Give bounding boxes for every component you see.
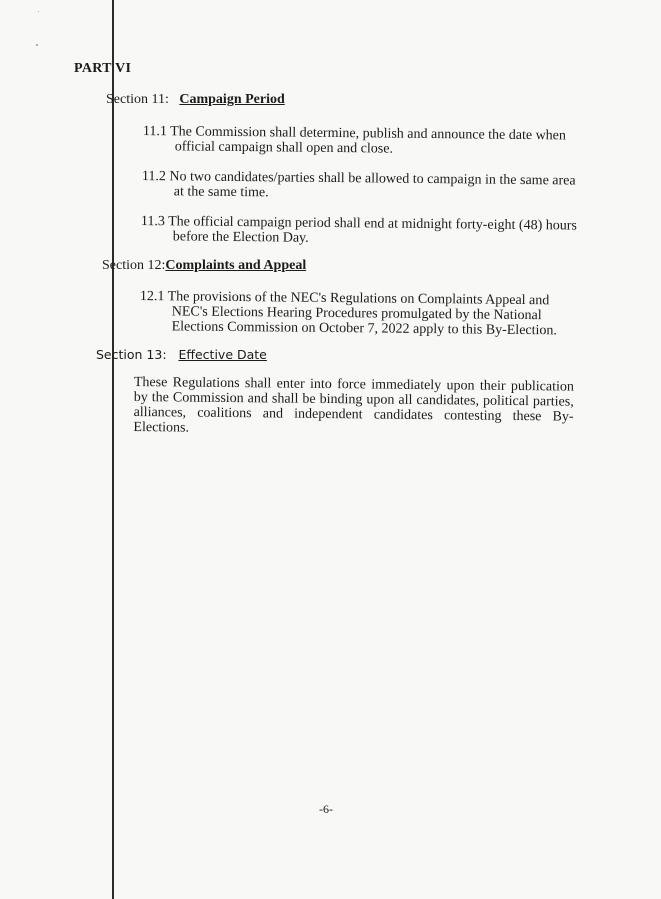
- section-11-title: Campaign Period: [179, 92, 285, 107]
- clause-text: No two candidates/parties shall be allowed to campaign in the same area: [169, 169, 576, 189]
- clause-11-3: [141, 214, 581, 249]
- section-13-label: Section 13:: [96, 347, 167, 362]
- section-13-title: Effective Date: [178, 347, 267, 362]
- clause-number: 11.3: [140, 214, 165, 230]
- body-line: These Regulations shall enter into force immediately upon their publication: [133, 375, 574, 395]
- part-heading: PART VI: [74, 61, 132, 76]
- body-line: alliances, coalitions and independent candidates contesting these By-: [133, 404, 574, 425]
- clause-number: 11.2: [141, 169, 166, 185]
- scan-speck: [36, 44, 38, 46]
- page-number: -6-: [319, 802, 333, 816]
- clause-text-cont: Elections Commission on October 7, 2022 apply to this By-Election.: [171, 319, 558, 339]
- section-11-heading: [106, 92, 285, 108]
- clause-11-2: [142, 169, 582, 204]
- clause-number: 11.1: [142, 124, 167, 140]
- clause-text-cont: at the same time.: [173, 184, 269, 201]
- clause-number: 12.1: [139, 289, 165, 305]
- clause-text: The official campaign period shall end at midnight forty-eight (48) hours: [168, 214, 577, 234]
- body-line: Elections.: [133, 419, 190, 436]
- body-line: by the Commission and shall be binding upon all candidates, political parties,: [133, 389, 574, 410]
- left-margin-line: [112, 0, 114, 899]
- clause-11-1: [143, 124, 583, 159]
- section-12-heading: [102, 258, 306, 274]
- clause-text-cont: NEC's Elections Hearing Procedures promulgated by the National: [171, 304, 542, 324]
- section-12-label: Section 12:: [102, 258, 166, 273]
- section-12-title: Complaints and Appeal: [165, 258, 307, 273]
- scan-speck: [38, 11, 39, 12]
- section-13-heading: [96, 347, 267, 362]
- clause-text-cont: official campaign shall open and close.: [174, 139, 394, 157]
- section-13-body: [133, 375, 574, 440]
- clause-12-1: [140, 289, 580, 339]
- clause-text-cont: before the Election Day.: [172, 229, 309, 246]
- clause-text: The provisions of the NEC's Regulations on Complaints Appeal and: [167, 289, 550, 309]
- clause-text: The Commission shall determine, publish and announce the date when: [170, 124, 567, 144]
- section-11-label: Section 11:: [106, 92, 169, 107]
